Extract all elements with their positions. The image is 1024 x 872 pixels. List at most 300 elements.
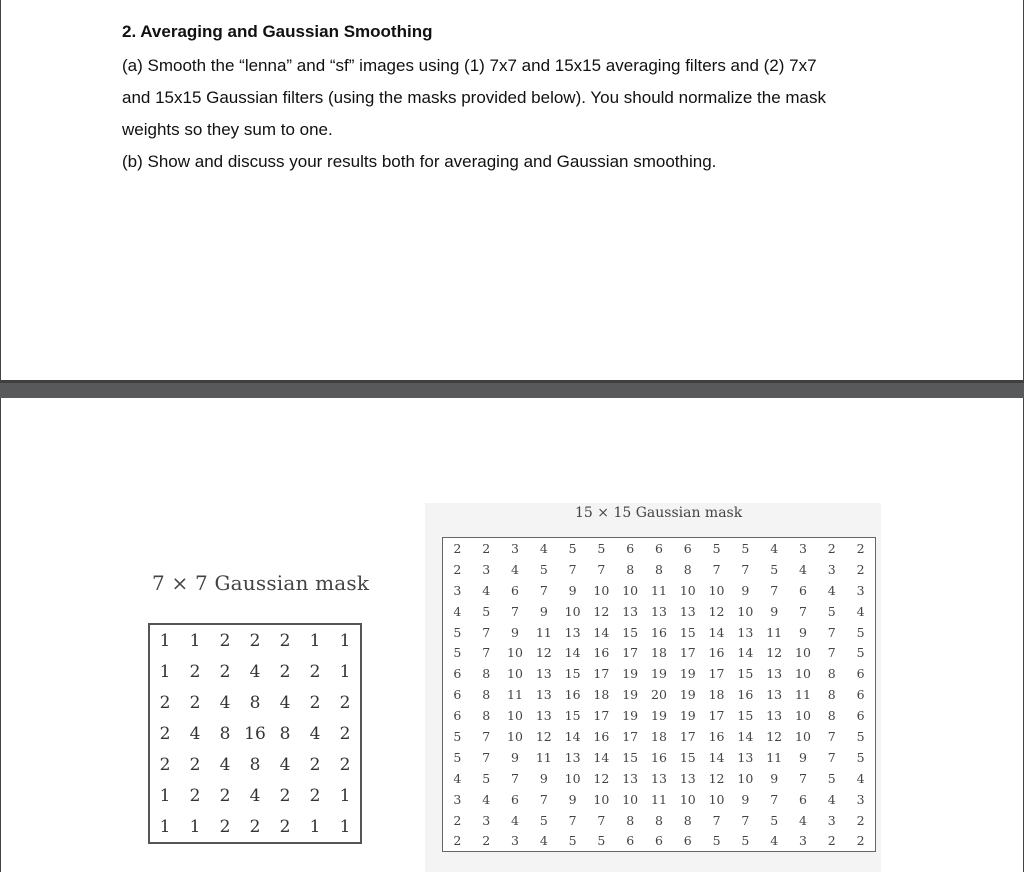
mask-cell: 7 bbox=[770, 582, 779, 598]
mask-cell: 15 bbox=[737, 666, 754, 682]
mask-cell: 10 bbox=[507, 666, 523, 682]
mask-cell: 14 bbox=[564, 645, 581, 661]
mask-cell: 3 bbox=[856, 582, 865, 598]
mask-cell: 13 bbox=[564, 624, 581, 640]
mask-cell: 4 bbox=[827, 791, 836, 807]
mask-row bbox=[149, 656, 361, 687]
mask-cell: 16 bbox=[564, 687, 581, 703]
mask-cell: 9 bbox=[741, 791, 750, 807]
mask-cell: 4 bbox=[798, 561, 807, 577]
mask-cell: 10 bbox=[795, 708, 811, 724]
mask-cell: 19 bbox=[622, 708, 639, 724]
mask-cell: 7 bbox=[741, 561, 750, 577]
mask-cell: 13 bbox=[651, 603, 667, 619]
mask-cell: 17 bbox=[593, 666, 610, 682]
mask-cell: 6 bbox=[856, 666, 865, 682]
mask-cell: 2 bbox=[219, 785, 231, 806]
mask-cell: 3 bbox=[453, 791, 462, 807]
mask-cell: 2 bbox=[482, 833, 491, 849]
mask-cell: 3 bbox=[511, 833, 519, 849]
mask-cell: 2 bbox=[339, 723, 351, 744]
mask-cell: 3 bbox=[827, 812, 836, 828]
mask-cell: 8 bbox=[827, 687, 836, 703]
mask-cell: 7 bbox=[482, 749, 491, 765]
mask-cell: 5 bbox=[539, 561, 548, 577]
mask-cell: 5 bbox=[770, 812, 779, 828]
mask-cell: 1 bbox=[339, 816, 351, 837]
mask-row bbox=[443, 559, 876, 580]
mask-cell: 5 bbox=[453, 645, 462, 661]
mask-cell: 17 bbox=[708, 666, 725, 682]
mask-cell: 6 bbox=[856, 687, 865, 703]
mask-cell: 5 bbox=[482, 770, 491, 786]
part-a-line-2: and 15x15 Gaussian filters (using the masks provided below). You should normalize the mask bbox=[122, 88, 826, 107]
mask-cell: 15 bbox=[564, 708, 581, 724]
mask-cell: 11 bbox=[507, 687, 523, 703]
mask-cell: 19 bbox=[679, 666, 696, 682]
mask-cell: 10 bbox=[564, 770, 581, 786]
mask-cell: 1 bbox=[309, 630, 321, 651]
mask-cell: 16 bbox=[593, 728, 610, 744]
mask-cell: 11 bbox=[795, 687, 811, 703]
mask-cell: 2 bbox=[279, 630, 291, 651]
mask-cell: 14 bbox=[708, 749, 725, 765]
mask-cell: 7 bbox=[511, 770, 519, 786]
mask-cell: 8 bbox=[827, 708, 836, 724]
mask-cell: 17 bbox=[622, 728, 639, 744]
mask-cell: 3 bbox=[511, 540, 519, 556]
mask-cell: 14 bbox=[564, 728, 581, 744]
mask-cell: 9 bbox=[770, 603, 779, 619]
mask-cell: 4 bbox=[219, 754, 231, 775]
mask-cell: 8 bbox=[482, 708, 491, 724]
mask-cell: 3 bbox=[856, 791, 865, 807]
mask-cell: 2 bbox=[339, 754, 351, 775]
mask-cell: 17 bbox=[622, 645, 639, 661]
mask-cell: 12 bbox=[766, 645, 783, 661]
assignment-text bbox=[122, 50, 922, 178]
mask-cell: 3 bbox=[453, 582, 462, 598]
mask-cell: 2 bbox=[482, 540, 491, 556]
mask-cell: 1 bbox=[339, 661, 351, 682]
mask-cell: 4 bbox=[309, 723, 321, 744]
mask-cell: 9 bbox=[511, 624, 519, 640]
mask-cell: 7 bbox=[798, 603, 807, 619]
mask-cell: 9 bbox=[539, 770, 548, 786]
mask-row bbox=[149, 718, 361, 749]
mask-cell: 1 bbox=[159, 630, 171, 651]
mask-cell: 10 bbox=[564, 603, 581, 619]
mask-cell: 10 bbox=[795, 728, 811, 744]
mask-cell: 7 bbox=[568, 561, 577, 577]
mask-cell: 19 bbox=[651, 666, 667, 682]
mask-cell: 15 bbox=[622, 624, 639, 640]
mask-cell: 6 bbox=[655, 540, 663, 556]
mask-cell: 19 bbox=[651, 708, 667, 724]
mask-cell: 7 bbox=[511, 603, 519, 619]
mask-row bbox=[443, 705, 876, 726]
mask-cell: 2 bbox=[189, 754, 201, 775]
mask-cell: 7 bbox=[597, 561, 606, 577]
mask-cell: 18 bbox=[593, 687, 610, 703]
mask-cell: 5 bbox=[712, 833, 721, 849]
mask-cell: 14 bbox=[737, 645, 754, 661]
mask-cell: 10 bbox=[708, 582, 725, 598]
mask-row bbox=[443, 810, 876, 831]
mask-cell: 13 bbox=[679, 603, 696, 619]
mask-cell: 13 bbox=[737, 624, 754, 640]
mask-cell: 1 bbox=[339, 630, 351, 651]
mask-cell: 11 bbox=[766, 624, 783, 640]
mask-cell: 15 bbox=[737, 708, 754, 724]
mask-cell: 11 bbox=[651, 791, 667, 807]
mask-cell: 12 bbox=[708, 603, 725, 619]
mask-row bbox=[149, 624, 361, 656]
mask-cell: 7 bbox=[712, 561, 721, 577]
mask-cell: 16 bbox=[593, 645, 610, 661]
mask-cell: 4 bbox=[482, 582, 491, 598]
mask-cell: 2 bbox=[219, 630, 231, 651]
mask-cell: 9 bbox=[568, 791, 577, 807]
mask-cell: 1 bbox=[309, 816, 321, 837]
mask-cell: 13 bbox=[535, 708, 552, 724]
mask-cell: 7 bbox=[568, 812, 577, 828]
mask-cell: 4 bbox=[798, 812, 807, 828]
mask-cell: 2 bbox=[189, 692, 201, 713]
mask-cell: 4 bbox=[770, 540, 779, 556]
mask-cell: 5 bbox=[856, 728, 865, 744]
mask-cell: 5 bbox=[453, 624, 462, 640]
mask-cell: 7 bbox=[482, 624, 491, 640]
mask-cell: 2 bbox=[827, 833, 836, 849]
mask-cell: 8 bbox=[626, 561, 635, 577]
mask-cell: 2 bbox=[219, 816, 231, 837]
mask-cell: 5 bbox=[568, 833, 577, 849]
mask-cell: 17 bbox=[679, 728, 696, 744]
mask-row bbox=[443, 538, 876, 559]
mask-cell: 9 bbox=[741, 582, 750, 598]
mask-cell: 4 bbox=[249, 785, 261, 806]
mask-cell: 15 bbox=[679, 624, 696, 640]
mask-cell: 6 bbox=[655, 833, 663, 849]
mask-cell: 12 bbox=[708, 770, 725, 786]
mask-cell: 6 bbox=[626, 540, 635, 556]
mask-cell: 2 bbox=[159, 692, 171, 713]
mask-cell: 8 bbox=[219, 723, 231, 744]
mask-cell: 10 bbox=[507, 708, 523, 724]
mask-cell: 18 bbox=[651, 645, 667, 661]
mask-cell: 5 bbox=[712, 540, 721, 556]
mask-cell: 5 bbox=[770, 561, 779, 577]
mask-cell: 19 bbox=[679, 687, 696, 703]
mask-cell: 9 bbox=[511, 749, 519, 765]
mask-cell: 10 bbox=[622, 791, 639, 807]
mask-cell: 8 bbox=[249, 692, 261, 713]
mask-row bbox=[149, 780, 361, 811]
mask-cell: 10 bbox=[593, 791, 610, 807]
mask-row bbox=[443, 830, 876, 851]
mask-cell: 17 bbox=[708, 708, 725, 724]
mask-cell: 5 bbox=[856, 749, 865, 765]
mask-cell: 4 bbox=[249, 661, 261, 682]
mask-cell: 2 bbox=[856, 812, 865, 828]
mask-cell: 4 bbox=[279, 692, 291, 713]
mask-cell: 7 bbox=[597, 812, 606, 828]
mask-cell: 5 bbox=[453, 728, 462, 744]
mask-cell: 2 bbox=[309, 785, 321, 806]
mask-cell: 6 bbox=[626, 833, 635, 849]
mask-row bbox=[443, 642, 876, 663]
mask-cell: 16 bbox=[708, 645, 725, 661]
mask-cell: 7 bbox=[827, 749, 836, 765]
mask-cell: 7 bbox=[827, 624, 836, 640]
section-heading: 2. Averaging and Gaussian Smoothing bbox=[122, 22, 433, 41]
mask-cell: 6 bbox=[453, 687, 462, 703]
mask-cell: 2 bbox=[453, 833, 462, 849]
mask-cell: 10 bbox=[679, 791, 696, 807]
mask-cell: 10 bbox=[507, 645, 523, 661]
mask-cell: 3 bbox=[482, 561, 491, 577]
mask-cell: 10 bbox=[795, 645, 811, 661]
mask-cell: 12 bbox=[766, 728, 783, 744]
mask-cell: 3 bbox=[827, 561, 836, 577]
mask-cell: 12 bbox=[593, 603, 610, 619]
mask-cell: 2 bbox=[309, 754, 321, 775]
mask-cell: 4 bbox=[539, 833, 548, 849]
mask-row bbox=[443, 580, 876, 601]
page-divider bbox=[0, 380, 1024, 398]
mask-cell: 1 bbox=[189, 630, 201, 651]
mask-cell: 4 bbox=[453, 603, 462, 619]
mask-cell: 8 bbox=[249, 754, 261, 775]
mask-cell: 2 bbox=[279, 816, 291, 837]
mask-row bbox=[443, 747, 876, 768]
mask-cell: 2 bbox=[309, 661, 321, 682]
mask-cell: 18 bbox=[651, 728, 667, 744]
mask-cell: 2 bbox=[279, 785, 291, 806]
mask-row bbox=[149, 687, 361, 718]
mask-cell: 13 bbox=[535, 666, 552, 682]
mask-cell: 10 bbox=[708, 791, 725, 807]
mask-cell: 6 bbox=[798, 582, 807, 598]
mask-cell: 2 bbox=[279, 661, 291, 682]
part-a-line-1: (a) Smooth the “lenna” and “sf” images using (1) 7x7 and 15x15 averaging filters and (2) 7x7 bbox=[122, 56, 817, 75]
mask-cell: 8 bbox=[827, 666, 836, 682]
mask-cell: 2 bbox=[827, 540, 836, 556]
mask-cell: 10 bbox=[622, 582, 639, 598]
mask-cell: 2 bbox=[249, 816, 261, 837]
mask-cell: 13 bbox=[737, 749, 754, 765]
mask-cell: 16 bbox=[651, 624, 667, 640]
mask-cell: 2 bbox=[856, 833, 865, 849]
mask-cell: 11 bbox=[535, 624, 552, 640]
mask-cell: 16 bbox=[651, 749, 667, 765]
mask-cell: 10 bbox=[507, 728, 523, 744]
mask-cell: 4 bbox=[482, 791, 491, 807]
mask-cell: 13 bbox=[651, 770, 667, 786]
mask-cell: 2 bbox=[189, 785, 201, 806]
mask-cell: 14 bbox=[593, 624, 610, 640]
mask-cell: 10 bbox=[737, 770, 754, 786]
mask-row bbox=[443, 601, 876, 622]
mask-cell: 4 bbox=[539, 540, 548, 556]
mask-cell: 8 bbox=[626, 812, 635, 828]
mask-cell: 2 bbox=[189, 661, 201, 682]
mask-cell: 2 bbox=[339, 692, 351, 713]
mask-cell: 6 bbox=[453, 666, 462, 682]
mask-cell: 15 bbox=[622, 749, 639, 765]
mask-cell: 12 bbox=[535, 645, 552, 661]
mask-cell: 4 bbox=[511, 812, 519, 828]
mask-cell: 13 bbox=[766, 687, 783, 703]
mask-cell: 7 bbox=[539, 582, 548, 598]
mask-cell: 5 bbox=[568, 540, 577, 556]
mask-cell: 4 bbox=[770, 833, 779, 849]
mask-cell: 4 bbox=[827, 582, 836, 598]
mask-cell: 6 bbox=[511, 582, 519, 598]
mask-cell: 5 bbox=[741, 540, 750, 556]
mask-cell: 16 bbox=[244, 723, 266, 744]
mask-cell: 5 bbox=[741, 833, 750, 849]
mask-cell: 12 bbox=[535, 728, 552, 744]
mask-cell: 5 bbox=[453, 749, 462, 765]
mask-cell: 15 bbox=[679, 749, 696, 765]
mask-cell: 18 bbox=[708, 687, 725, 703]
mask-row bbox=[443, 684, 876, 705]
mask-cell: 13 bbox=[564, 749, 581, 765]
mask-cell: 4 bbox=[856, 603, 865, 619]
mask-cell: 7 bbox=[482, 645, 491, 661]
gaussian-15x15-mask-table bbox=[442, 537, 876, 852]
mask-cell: 2 bbox=[856, 561, 865, 577]
mask-cell: 6 bbox=[453, 708, 462, 724]
mask-cell: 2 bbox=[453, 812, 462, 828]
mask-cell: 13 bbox=[766, 666, 783, 682]
mask-cell: 6 bbox=[798, 791, 807, 807]
mask-cell: 7 bbox=[798, 770, 807, 786]
mask-cell: 5 bbox=[856, 624, 865, 640]
mask-cell: 14 bbox=[737, 728, 754, 744]
mask-cell: 1 bbox=[159, 661, 171, 682]
mask-row bbox=[443, 789, 876, 810]
mask-cell: 8 bbox=[683, 561, 692, 577]
mask-cell: 4 bbox=[189, 723, 201, 744]
mask-cell: 1 bbox=[339, 785, 351, 806]
mask-cell: 2 bbox=[159, 754, 171, 775]
mask-cell: 10 bbox=[737, 603, 754, 619]
mask-row bbox=[443, 768, 876, 789]
mask-cell: 5 bbox=[827, 770, 836, 786]
mask-cell: 5 bbox=[597, 540, 606, 556]
mask-cell: 19 bbox=[679, 708, 696, 724]
mask-cell: 3 bbox=[798, 540, 807, 556]
document-page-top bbox=[0, 0, 1024, 380]
mask-cell: 7 bbox=[827, 728, 836, 744]
mask-cell: 7 bbox=[770, 791, 779, 807]
mask-cell: 7 bbox=[712, 812, 721, 828]
mask-cell: 20 bbox=[651, 687, 667, 703]
mask-cell: 1 bbox=[159, 816, 171, 837]
mask-row bbox=[443, 663, 876, 684]
mask-cell: 2 bbox=[249, 630, 261, 651]
mask-cell: 5 bbox=[856, 645, 865, 661]
mask-cell: 9 bbox=[568, 582, 577, 598]
mask-cell: 6 bbox=[683, 833, 692, 849]
mask-cell: 7 bbox=[482, 728, 491, 744]
mask-cell: 5 bbox=[827, 603, 836, 619]
mask-cell: 10 bbox=[593, 582, 610, 598]
mask-cell: 14 bbox=[593, 749, 610, 765]
mask-row bbox=[149, 749, 361, 780]
mask-cell: 4 bbox=[279, 754, 291, 775]
part-b-line: (b) Show and discuss your results both for averaging and Gaussian smoothing. bbox=[122, 152, 717, 171]
mask-cell: 4 bbox=[453, 770, 462, 786]
mask-cell: 7 bbox=[827, 645, 836, 661]
mask-cell: 3 bbox=[482, 812, 491, 828]
mask-cell: 7 bbox=[539, 791, 548, 807]
mask-cell: 15 bbox=[564, 666, 581, 682]
mask-cell: 4 bbox=[511, 561, 519, 577]
mask-cell: 2 bbox=[219, 661, 231, 682]
mask-cell: 1 bbox=[159, 785, 171, 806]
mask-cell: 3 bbox=[798, 833, 807, 849]
mask-cell: 4 bbox=[219, 692, 231, 713]
mask-cell: 8 bbox=[655, 812, 663, 828]
mask-cell: 7 bbox=[741, 812, 750, 828]
mask-cell: 9 bbox=[798, 624, 807, 640]
mask-cell: 9 bbox=[798, 749, 807, 765]
mask-cell: 10 bbox=[795, 666, 811, 682]
mask-cell: 8 bbox=[683, 812, 692, 828]
mask-cell: 17 bbox=[593, 708, 610, 724]
mask-cell: 16 bbox=[737, 687, 754, 703]
mask-cell: 2 bbox=[453, 561, 462, 577]
mask-cell: 9 bbox=[770, 770, 779, 786]
mask-cell: 19 bbox=[622, 666, 639, 682]
mask-cell: 2 bbox=[159, 723, 171, 744]
mask-cell: 11 bbox=[651, 582, 667, 598]
mask-cell: 5 bbox=[597, 833, 606, 849]
mask-cell: 8 bbox=[482, 666, 491, 682]
mask-cell: 8 bbox=[279, 723, 291, 744]
gaussian-15x15-title: 15 × 15 Gaussian mask bbox=[575, 505, 743, 521]
mask-row bbox=[443, 726, 876, 747]
mask-cell: 13 bbox=[766, 708, 783, 724]
part-a-line-3: weights so they sum to one. bbox=[122, 120, 333, 139]
mask-cell: 13 bbox=[535, 687, 552, 703]
mask-cell: 2 bbox=[309, 692, 321, 713]
mask-cell: 2 bbox=[453, 540, 462, 556]
mask-cell: 9 bbox=[539, 603, 548, 619]
mask-cell: 13 bbox=[679, 770, 696, 786]
mask-cell: 13 bbox=[622, 770, 639, 786]
mask-cell: 6 bbox=[856, 708, 865, 724]
mask-cell: 6 bbox=[683, 540, 692, 556]
mask-cell: 17 bbox=[679, 645, 696, 661]
gaussian-7x7-title: 7 × 7 Gaussian mask bbox=[152, 571, 370, 595]
mask-row bbox=[149, 811, 361, 843]
mask-cell: 5 bbox=[482, 603, 491, 619]
mask-cell: 12 bbox=[593, 770, 610, 786]
mask-cell: 11 bbox=[535, 749, 552, 765]
mask-cell: 2 bbox=[856, 540, 865, 556]
mask-cell: 1 bbox=[189, 816, 201, 837]
mask-cell: 13 bbox=[622, 603, 639, 619]
mask-cell: 19 bbox=[622, 687, 639, 703]
mask-cell: 10 bbox=[679, 582, 696, 598]
mask-cell: 6 bbox=[511, 791, 519, 807]
mask-cell: 16 bbox=[708, 728, 725, 744]
